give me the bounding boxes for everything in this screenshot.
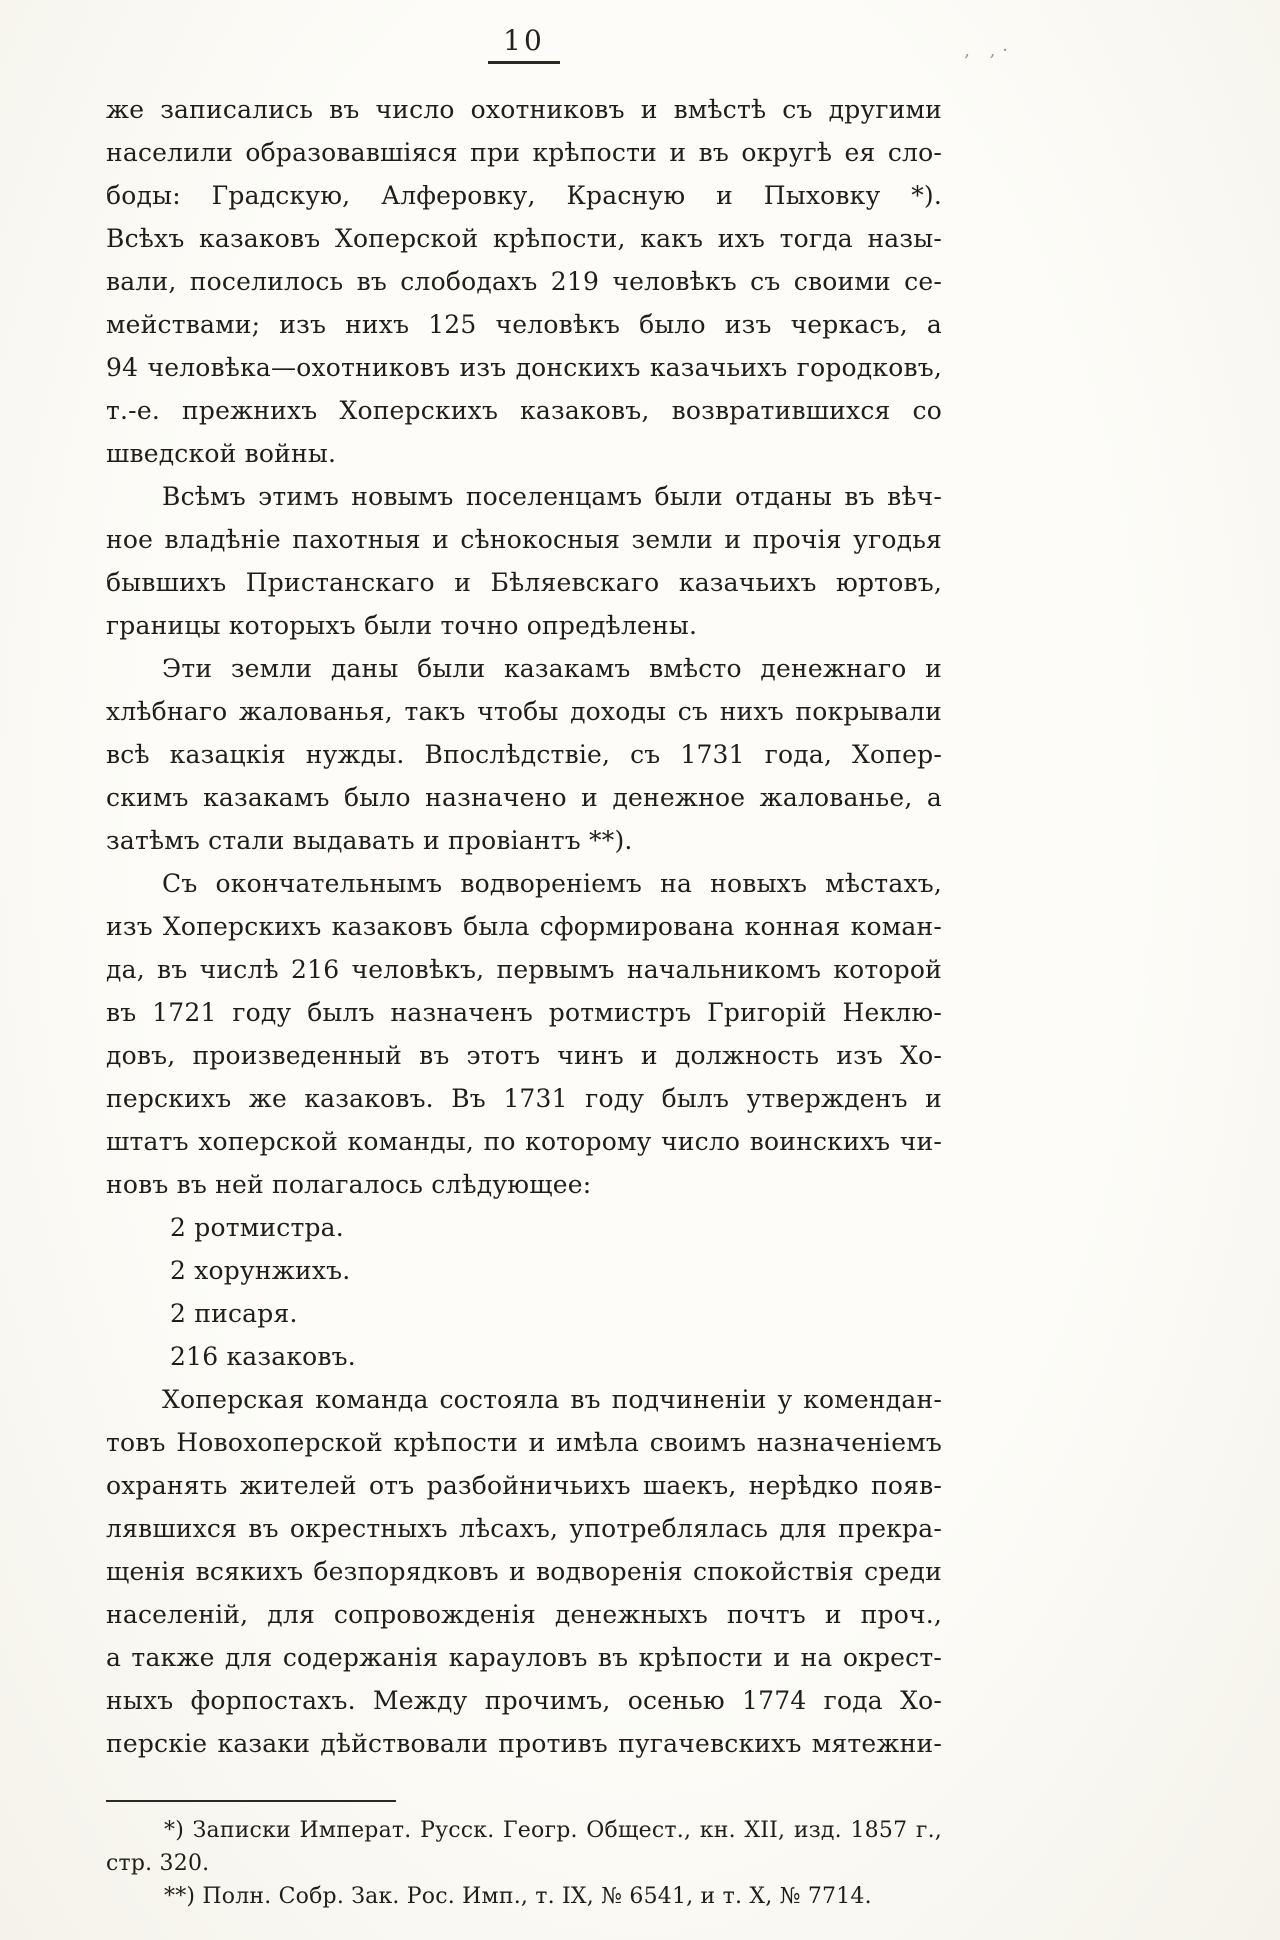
text-line: т.-е. прежнихъ Хоперскихъ казаковъ, возвратившихся со xyxy=(106,396,942,425)
text-line: въ 1721 году былъ назначенъ ротмистръ Григорій Неклю- xyxy=(106,998,942,1027)
text-line: мействами; изъ нихъ 125 человѣкъ было изъ черкасъ, а xyxy=(106,310,942,339)
scan-artifact: ‚ ‚· xyxy=(964,40,1015,61)
list-item: 2 хорунжихъ. xyxy=(170,1256,351,1285)
text-line: да, въ числѣ 216 человѣкъ, первымъ начальникомъ которой xyxy=(106,955,942,984)
text-line: ное владѣніе пахотныя и сѣнокосныя земли и прочія угодья xyxy=(106,525,942,554)
text-line: 94 человѣка—охотниковъ изъ донскихъ казачьихъ городковъ, xyxy=(106,353,942,382)
text-line: Съ окончательнымъ водвореніемъ на новыхъ мѣстахъ, xyxy=(162,869,942,898)
text-line: Эти земли даны были казакамъ вмѣсто денежнаго и xyxy=(162,654,942,683)
page-number: 10 xyxy=(503,24,545,57)
text-line: шведской войны. xyxy=(106,439,337,468)
list-item: 216 казаковъ. xyxy=(170,1342,356,1371)
text-line: щенія всякихъ безпорядковъ и водворенія спокойствія среди xyxy=(106,1557,942,1586)
text-line: а также для содержанія карауловъ въ крѣпости и на окрест- xyxy=(106,1643,942,1672)
footnote xyxy=(106,1814,942,1880)
text-line: Всѣмъ этимъ новымъ поселенцамъ были отданы въ вѣч- xyxy=(162,482,942,511)
body-text xyxy=(106,88,942,1765)
text-line: всѣ казацкія нужды. Впослѣдствіе, съ 1731 года, Хопер- xyxy=(106,740,942,769)
text-line: населеній, для сопровожденія денежныхъ почтъ и проч., xyxy=(106,1600,942,1629)
paragraph xyxy=(106,475,942,647)
text-line: Хоперская команда состояла въ подчиненіи у комендан- xyxy=(162,1385,942,1414)
text-line: границы которыхъ были точно опредѣлены. xyxy=(106,611,698,640)
text-line: товъ Новохоперской крѣпости и имѣла своимъ назначеніемъ xyxy=(106,1428,942,1457)
text-line: довъ, произведенный въ этотъ чинъ и должность изъ Хо- xyxy=(106,1041,942,1070)
footnote-line: **) Полн. Собр. Зак. Рос. Имп., т. IX, № 6541, и т. X, № 7714. xyxy=(164,1884,872,1909)
text-line: новъ въ ней полагалось слѣдующее: xyxy=(106,1170,592,1199)
footnotes xyxy=(106,1814,942,1913)
paragraph xyxy=(106,1378,942,1765)
text-line: Всѣхъ казаковъ Хоперской крѣпости, какъ ихъ тогда назы- xyxy=(106,224,942,253)
footnote-separator xyxy=(106,1800,396,1802)
text-line: населили образовавшіяся при крѣпости и въ округѣ ея сло- xyxy=(106,138,942,167)
paragraph xyxy=(106,88,942,475)
page-number-underline xyxy=(488,61,560,64)
text-line: перскіе казаки дѣйствовали противъ пугачевскихъ мятежни- xyxy=(106,1729,942,1758)
text-line: перскихъ же казаковъ. Въ 1731 году былъ утвержденъ и xyxy=(106,1084,942,1113)
paragraph xyxy=(106,862,942,1206)
text-line: охранять жителей отъ разбойничьихъ шаекъ, нерѣдко появ- xyxy=(106,1471,942,1500)
footnote xyxy=(106,1880,942,1913)
text-line: ныхъ форпостахъ. Между прочимъ, осенью 1774 года Хо- xyxy=(106,1686,942,1715)
text-line: штатъ хоперской команды, по которому число воинскихъ чи- xyxy=(106,1127,942,1156)
text-line: вали, поселилось въ слободахъ 219 человѣкъ съ своими се- xyxy=(106,267,942,296)
staff-list xyxy=(170,1206,942,1378)
text-line: лявшихся въ окрестныхъ лѣсахъ, употреблялась для прекра- xyxy=(106,1514,942,1543)
text-line: изъ Хоперскихъ казаковъ была сформирована конная коман- xyxy=(106,912,942,941)
footnote-line: стр. 320. xyxy=(106,1851,210,1876)
text-line: хлѣбнаго жалованья, такъ чтобы доходы съ нихъ покрывали xyxy=(106,697,942,726)
text-line: скимъ казакамъ было назначено и денежное жалованье, а xyxy=(106,783,942,812)
text-line: затѣмъ стали выдавать и провіантъ **). xyxy=(106,826,633,855)
paragraph xyxy=(106,647,942,862)
list-item: 2 ротмистра. xyxy=(170,1213,344,1242)
text-line: боды: Градскую, Алферовку, Красную и Пыховку *). xyxy=(106,181,942,210)
text-line: же записались въ число охотниковъ и вмѣстѣ съ другими xyxy=(106,95,942,124)
text-line: бывшихъ Пристанскаго и Бѣляевскаго казачьихъ юртовъ, xyxy=(106,568,942,597)
list-item: 2 писаря. xyxy=(170,1299,298,1328)
footnote-line: *) Записки Императ. Русск. Геогр. Общест., кн. XII, изд. 1857 г., xyxy=(164,1818,942,1843)
